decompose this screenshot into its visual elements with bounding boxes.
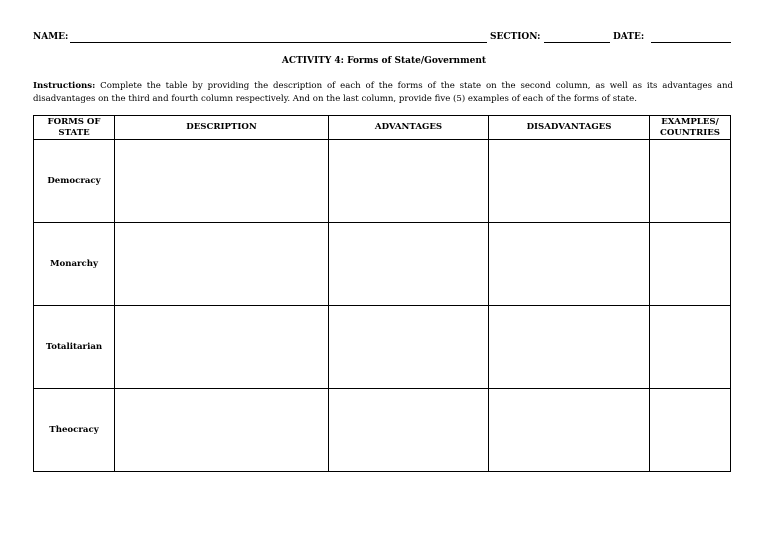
page-title: ACTIVITY 4: Forms of State/Government bbox=[281, 56, 487, 66]
col-advantages: ADVANTAGES bbox=[329, 116, 489, 140]
advantages-cell[interactable] bbox=[329, 389, 489, 472]
col-examples: EXAMPLES/ COUNTRIES bbox=[650, 116, 731, 140]
description-cell[interactable] bbox=[115, 140, 329, 223]
description-cell[interactable] bbox=[115, 389, 329, 472]
col-forms-of-state: FORMS OF STATE bbox=[34, 116, 115, 140]
row-label-theocracy: Theocracy bbox=[34, 389, 115, 472]
description-cell[interactable] bbox=[115, 306, 329, 389]
name-field[interactable] bbox=[70, 42, 487, 43]
examples-cell[interactable] bbox=[650, 223, 731, 306]
table-row bbox=[34, 223, 731, 306]
table-row bbox=[34, 389, 731, 472]
instructions-label: Instructions: bbox=[33, 81, 96, 91]
examples-cell[interactable] bbox=[650, 140, 731, 223]
examples-cell[interactable] bbox=[650, 389, 731, 472]
advantages-cell[interactable] bbox=[329, 140, 489, 223]
row-label-democracy: Democracy bbox=[34, 140, 115, 223]
instructions bbox=[33, 80, 733, 106]
forms-of-state-table bbox=[33, 115, 731, 472]
table-row bbox=[34, 140, 731, 223]
section-label: SECTION: bbox=[490, 32, 541, 42]
description-cell[interactable] bbox=[115, 223, 329, 306]
advantages-cell[interactable] bbox=[329, 223, 489, 306]
col-disadvantages: DISADVANTAGES bbox=[489, 116, 650, 140]
instructions-text: Complete the table by providing the description of each of the forms of the state on the second column, as well as its advantages and disadvantages on the third and fourth column respectively. And on the last column, provide five (5) examples of each of the forms of state. bbox=[33, 81, 733, 104]
disadvantages-cell[interactable] bbox=[489, 223, 650, 306]
disadvantages-cell[interactable] bbox=[489, 389, 650, 472]
date-field[interactable] bbox=[651, 42, 731, 43]
disadvantages-cell[interactable] bbox=[489, 306, 650, 389]
advantages-cell[interactable] bbox=[329, 306, 489, 389]
date-label: DATE: bbox=[613, 32, 645, 42]
header-line bbox=[33, 32, 731, 46]
name-label: NAME: bbox=[33, 32, 69, 42]
examples-cell[interactable] bbox=[650, 306, 731, 389]
section-field[interactable] bbox=[544, 42, 610, 43]
table-header-row bbox=[34, 116, 731, 140]
row-label-monarchy: Monarchy bbox=[34, 223, 115, 306]
table-row bbox=[34, 306, 731, 389]
col-description: DESCRIPTION bbox=[115, 116, 329, 140]
row-label-totalitarian: Totalitarian bbox=[34, 306, 115, 389]
disadvantages-cell[interactable] bbox=[489, 140, 650, 223]
